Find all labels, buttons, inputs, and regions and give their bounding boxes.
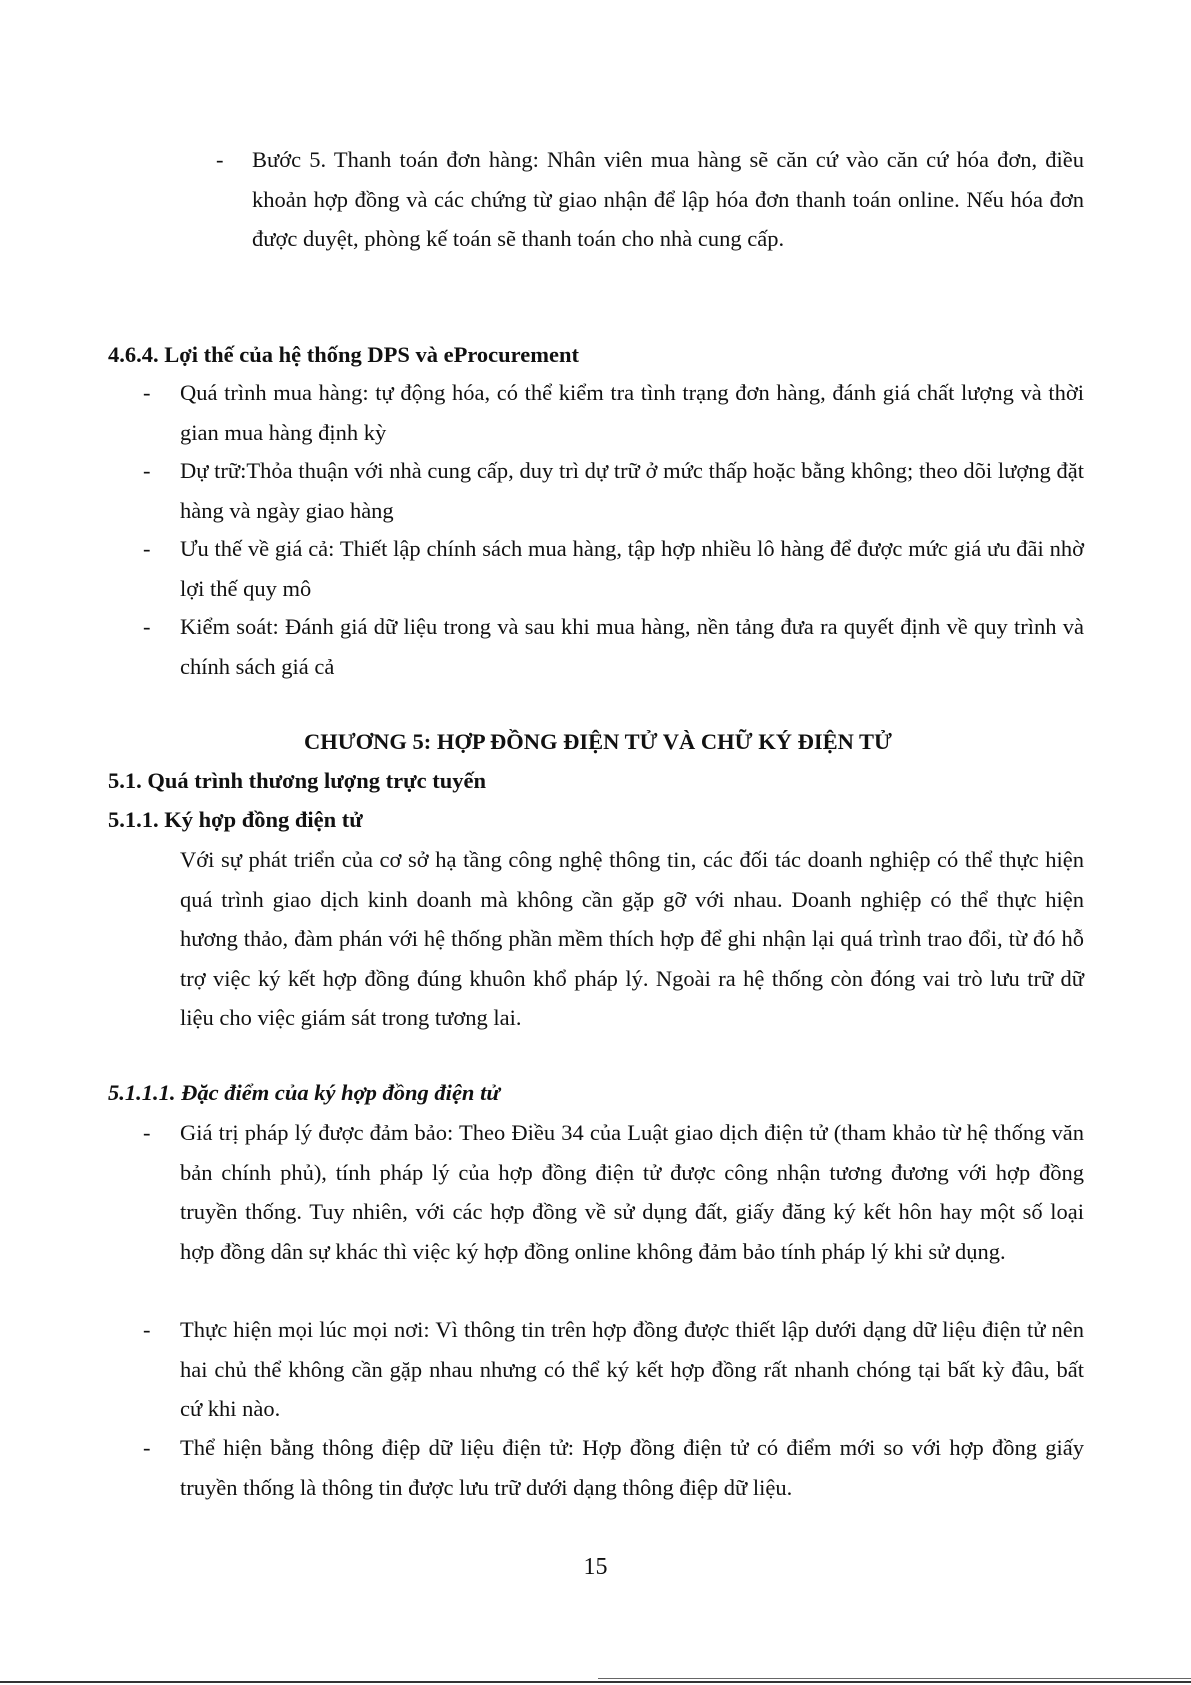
page-edge-line xyxy=(598,1678,1191,1679)
section-5-1-1-1-heading: 5.1.1.1. Đặc điểm của ký hợp đồng điện tử xyxy=(108,1080,500,1105)
bullet-dash: - xyxy=(143,536,151,561)
page-number: 15 xyxy=(583,1554,608,1580)
advantage-item-inventory: Dự trữ:Thỏa thuận với nhà cung cấp, duy trì dự trữ ở mức thấp hoặc bằng không; theo dõi lượng đặt hàng và ngày giao hàng xyxy=(180,458,1084,523)
chapter-title: CHƯƠNG 5: HỢP ĐỒNG ĐIỆN TỬ VÀ CHỮ KÝ ĐIỆN TỬ xyxy=(304,729,892,754)
bullet-dash: - xyxy=(143,1120,151,1145)
bullet-dash: - xyxy=(143,1435,151,1460)
advantage-item-pricing: Ưu thế về giá cả: Thiết lập chính sách mua hàng, tập hợp nhiều lô hàng để được mức giá ưu đãi nhờ lợi thế quy mô xyxy=(180,536,1084,601)
section-5-1-1-paragraph: Với sự phát triển của cơ sở hạ tầng công nghệ thông tin, các đối tác doanh nghiệp có thể thực hiện quá trình giao dịch kinh doanh mà không cần gặp gỡ với nhau. Doanh nghiệp có thể thực hiện hương thảo, đàm phán với hệ thống phần mềm thích hợp để ghi nhận lại quá trình trao đổi, từ đó hỗ trợ việc ký kết hợp đồng đúng khuôn khổ pháp lý. Ngoài ra hệ thống còn đóng vai trò lưu trữ dữ liệu cho việc giám sát trong tương lai. xyxy=(180,847,1084,1030)
bullet-dash: - xyxy=(216,147,224,172)
advantage-item-purchasing: Quá trình mua hàng: tự động hóa, có thể kiểm tra tình trạng đơn hàng, đánh giá chất lượng và thời gian mua hàng định kỳ xyxy=(180,380,1084,445)
feature-item-data-message: Thể hiện bằng thông điệp dữ liệu điện tử: Hợp đồng điện tử có điểm mới so với hợp đồng giấy truyền thống là thông tin được lưu trữ dưới dạng thông điệp dữ liệu. xyxy=(180,1435,1084,1500)
step5-text: Bước 5. Thanh toán đơn hàng: Nhân viên mua hàng sẽ căn cứ vào căn cứ hóa đơn, điều khoản hợp đồng và các chứng từ giao nhận để lập hóa đơn thanh toán online. Nếu hóa đơn được duyệt, phòng kế toán sẽ thanh toán cho nhà cung cấp. xyxy=(252,147,1084,251)
section-5-1-heading: 5.1. Quá trình thương lượng trực tuyến xyxy=(108,768,486,793)
section-5-1-1-heading: 5.1.1. Ký hợp đồng điện tử xyxy=(108,807,363,832)
feature-item-legal-value: Giá trị pháp lý được đảm bảo: Theo Điều 34 của Luật giao dịch điện tử (tham khảo từ hệ thống văn bản chính phủ), tính pháp lý của hợp đồng điện tử được công nhận tương đương với hợp đồng truyền thống. Tuy nhiên, với các hợp đồng về sử dụng đất, giấy đăng ký kết hôn hay một số loại hợp đồng dân sự khác thì việc ký hợp đồng online không đảm bảo tính pháp lý khi sử dụng. xyxy=(180,1120,1084,1264)
advantage-item-control: Kiểm soát: Đánh giá dữ liệu trong và sau khi mua hàng, nền tảng đưa ra quyết định về quy trình và chính sách giá cả xyxy=(180,614,1084,679)
feature-item-anytime-anywhere: Thực hiện mọi lúc mọi nơi: Vì thông tin trên hợp đồng được thiết lập dưới dạng dữ liệu điện tử nên hai chủ thể không cần gặp nhau nhưng có thể ký kết hợp đồng rất nhanh chóng tại bất kỳ đâu, bất cứ khi nào. xyxy=(180,1317,1084,1421)
page-bottom-border xyxy=(0,1681,1191,1683)
section-4-6-4-heading: 4.6.4. Lợi thế của hệ thống DPS và eProcurement xyxy=(108,342,579,367)
bullet-dash: - xyxy=(143,380,151,405)
bullet-dash: - xyxy=(143,458,151,483)
bullet-dash: - xyxy=(143,614,151,639)
bullet-dash: - xyxy=(143,1317,151,1342)
